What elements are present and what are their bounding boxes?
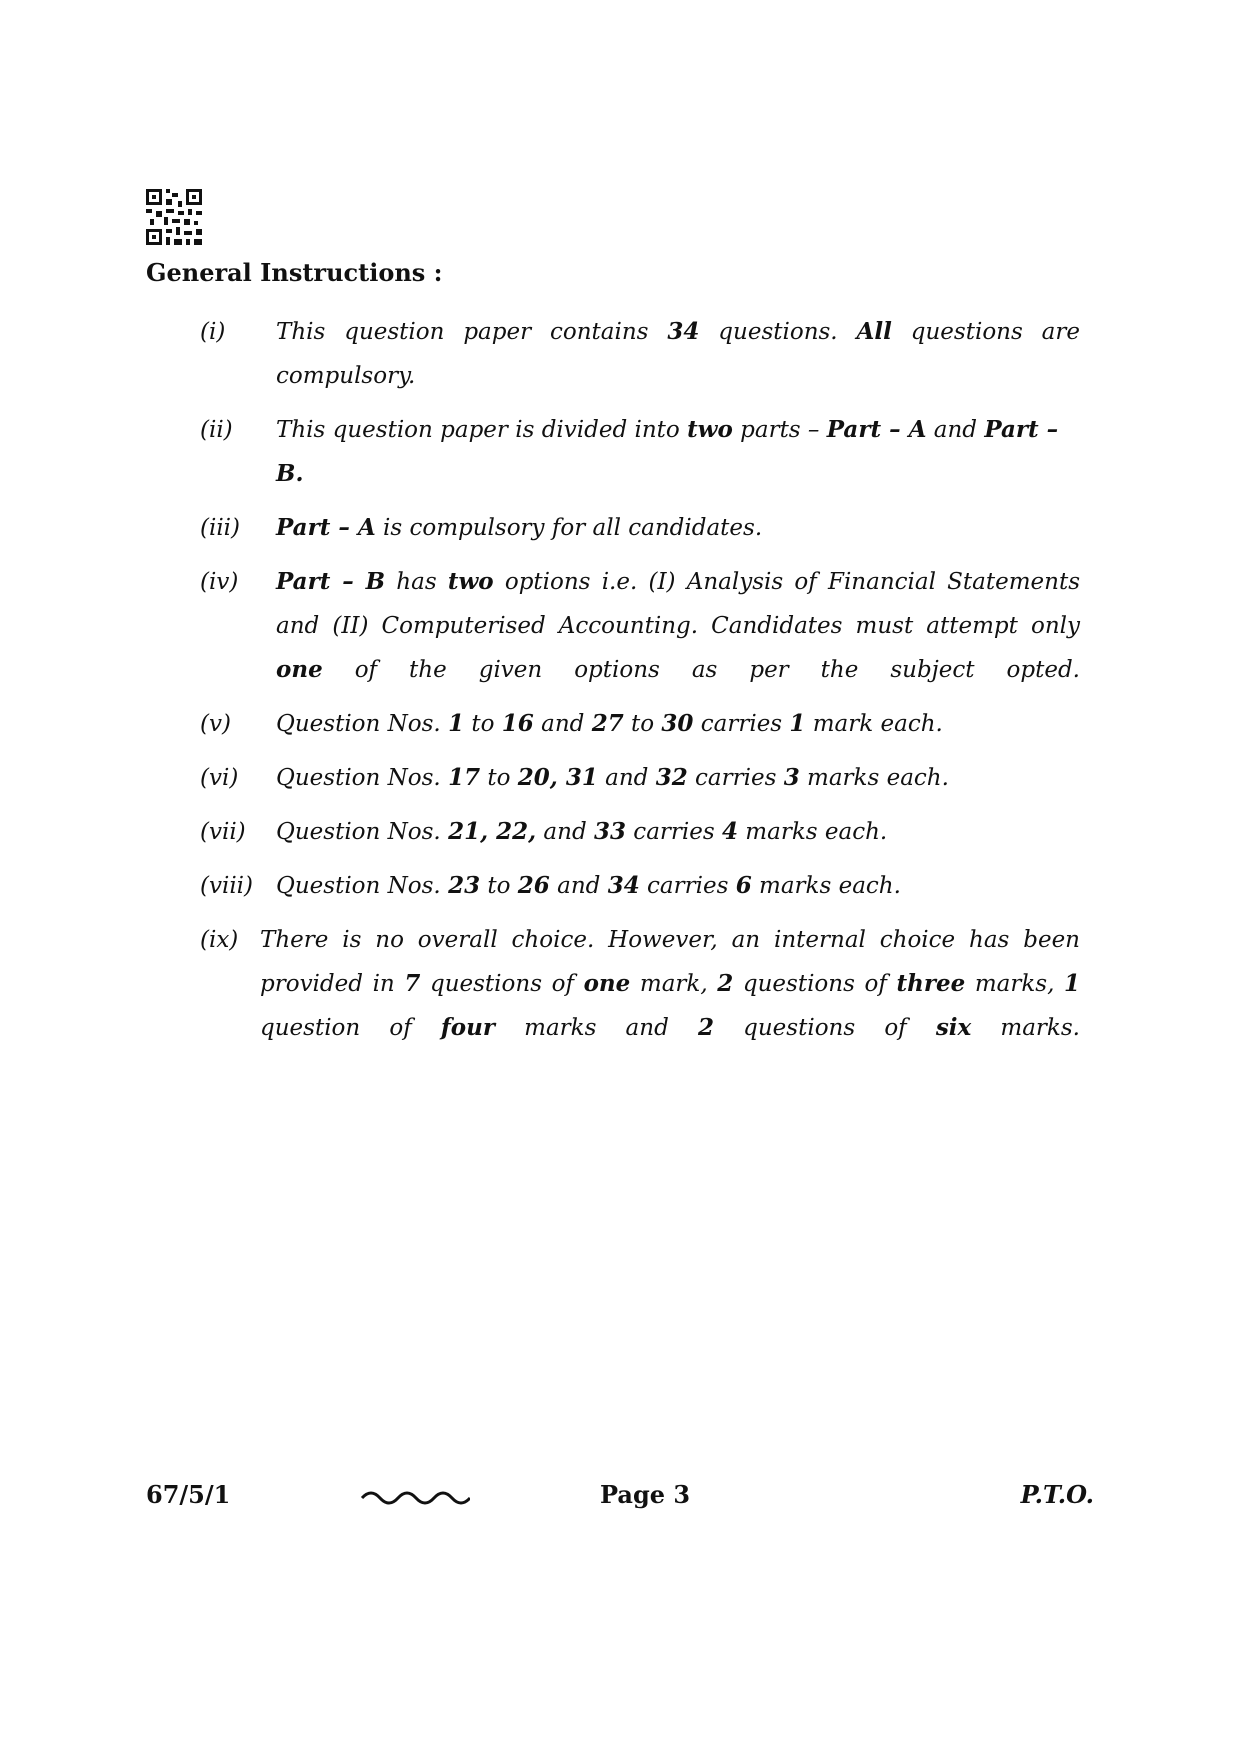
text-segment: Question Nos. [276,873,449,899]
emphasis-text: two [687,416,733,443]
instruction-text [276,864,1080,908]
text-segment: questions of [733,971,897,997]
instruction-text [276,560,1080,692]
instruction-text [276,408,1080,496]
text-segment: question of [260,1015,441,1041]
emphasis-text: 1 [1064,970,1081,997]
text-segment: questions. [699,319,857,345]
text-segment: carries [639,873,736,899]
emphasis-text: Part – B [276,568,386,595]
emphasis-text: 2 [697,1014,714,1041]
emphasis-text: All [856,318,892,345]
emphasis-text: 7 [404,970,421,997]
text-segment: to [480,873,518,899]
text-segment: This question paper is divided into [276,417,688,443]
emphasis-text: 1 [448,710,465,737]
text-segment: and [536,819,594,845]
page-number: Page 3 [600,1480,691,1509]
text-segment: questions of [713,1015,936,1041]
text-segment: mark each. [805,711,943,737]
emphasis-text: 16 [501,710,534,737]
qr-code-icon [146,189,202,245]
emphasis-text: one [276,656,323,683]
text-segment: carries [626,819,722,845]
text-segment: marks each. [799,765,949,791]
text-segment: Question Nos. [276,711,449,737]
text-segment: marks. [971,1015,1080,1041]
instruction-item [200,506,1080,550]
emphasis-text: 26 [517,872,550,899]
instruction-number: (ii) [200,417,233,443]
text-segment: has [385,569,448,595]
instruction-number: (i) [200,319,226,345]
emphasis-text: Part – B. [276,416,1059,487]
instruction-number: (vii) [200,819,246,845]
text-segment: of the given options as per the subject opted. [322,657,1080,683]
emphasis-text: three [896,970,966,997]
instruction-text [276,506,1080,550]
text-segment: to [464,711,502,737]
emphasis-text: 27 [591,710,624,737]
text-segment: mark, [630,971,718,997]
emphasis-text: six [935,1014,972,1041]
instruction-item [200,756,1080,800]
instruction-item [200,560,1080,692]
instruction-text [276,702,1080,746]
text-segment: to [480,765,518,791]
instruction-text [276,310,1080,398]
text-segment: Question Nos. [276,819,449,845]
instruction-text [276,810,1080,854]
instruction-number: (iii) [200,515,241,541]
emphasis-text: 1 [789,710,806,737]
text-segment: questions are compulsory. [276,319,1080,389]
text-segment: and [533,711,592,737]
text-segment: marks and [494,1015,698,1041]
text-segment: This question paper contains [276,319,668,345]
emphasis-text: 30 [661,710,694,737]
text-segment: marks each. [751,873,901,899]
instruction-number: (iv) [200,569,239,595]
instruction-number: (ix) [200,927,239,953]
instruction-item [200,918,1080,1050]
instruction-item [200,810,1080,854]
instruction-number: (v) [200,711,231,737]
paper-code: 67/5/1 [146,1480,231,1509]
instruction-number: (vi) [200,765,239,791]
page-footer [146,1480,1094,1516]
text-segment: and [926,417,985,443]
text-segment: carries [693,711,790,737]
emphasis-text: 33 [593,818,626,845]
text-segment: and [597,765,656,791]
text-segment: marks each. [738,819,888,845]
instruction-item [200,408,1080,496]
emphasis-text: 32 [655,764,688,791]
instruction-text [276,756,1080,800]
text-segment: Question Nos. [276,765,449,791]
emphasis-text: 2 [717,970,734,997]
section-heading: General Instructions : [146,258,443,287]
instruction-item [200,864,1080,908]
text-segment: is compulsory for all candidates. [375,515,763,541]
instruction-number: (viii) [200,873,254,899]
emphasis-text: 21, 22, [448,818,537,845]
emphasis-text: 4 [721,818,738,845]
text-segment: options i.e. (I) Analysis of Financial Statements and (II) Computerised Accounting. Candidates must attempt only [276,569,1081,639]
instruction-list [200,310,1080,1060]
text-segment: to [623,711,662,737]
text-segment: questions of [420,971,584,997]
text-segment: carries [687,765,784,791]
emphasis-text: 20, 31 [517,764,598,791]
text-segment: There is no overall choice. However, an internal choice has been provided in [260,927,1080,997]
text-segment: and [549,873,608,899]
pto-label: P.T.O. [1020,1480,1094,1509]
emphasis-text: 6 [735,872,752,899]
emphasis-text: Part – A [826,416,927,443]
instruction-item [200,702,1080,746]
emphasis-text: one [583,970,631,997]
text-segment: marks, [965,971,1064,997]
emphasis-text: Part – A [276,514,376,541]
emphasis-text: 17 [448,764,481,791]
instruction-item [200,310,1080,398]
wave-ornament-icon [360,1486,470,1508]
emphasis-text: 34 [667,318,700,345]
emphasis-text: 34 [607,872,640,899]
emphasis-text: four [440,1014,495,1041]
emphasis-text: two [447,568,494,595]
emphasis-text: 3 [783,764,800,791]
emphasis-text: 23 [448,872,481,899]
text-segment: parts – [732,417,827,443]
instruction-text [260,918,1080,1050]
